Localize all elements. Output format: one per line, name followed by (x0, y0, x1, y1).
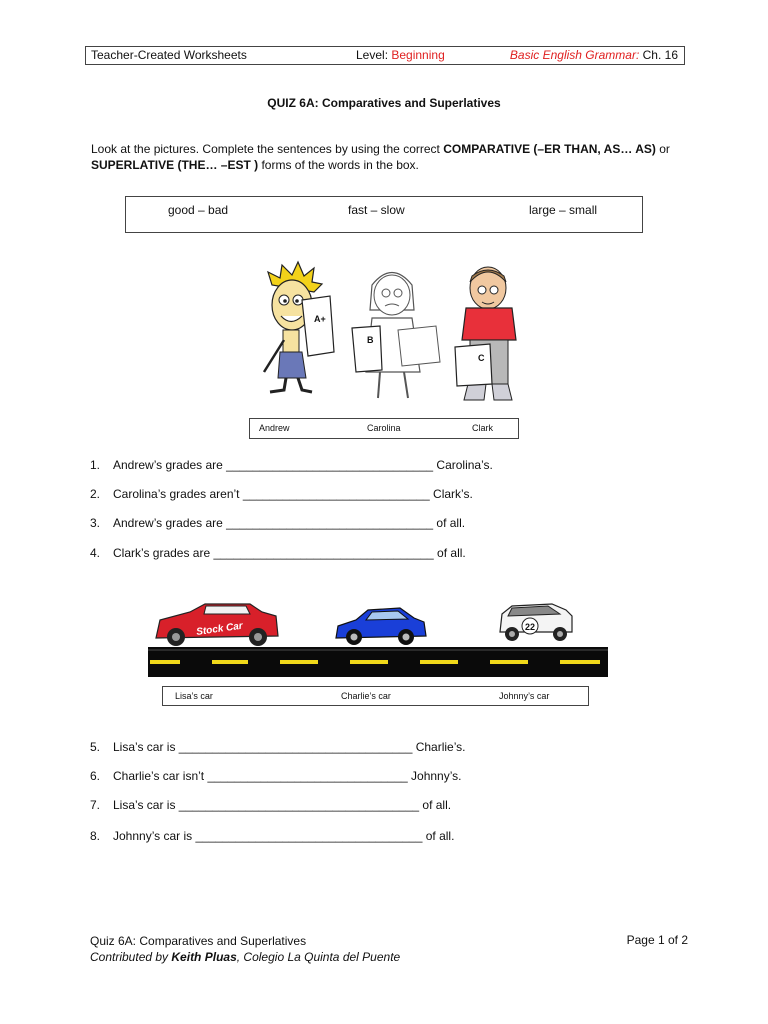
author-name: Keith Pluas (171, 950, 237, 964)
page-number: Page 1 of 2 (626, 933, 688, 947)
car-name-johnny: Johnny’s car (499, 691, 550, 701)
superlative-note: SUPERLATIVE (THE… –EST ) (91, 158, 259, 172)
comparative-note: COMPARATIVE (–ER THAN, AS… AS) (443, 142, 656, 156)
question-3: 3. Andrew’s grades are _______________________________ of all. (90, 516, 466, 530)
question-8: 8. Johnny’s car is __________________________________ of all. (90, 829, 455, 843)
student-name-andrew: Andrew (259, 423, 290, 433)
footer-credits (90, 933, 400, 965)
question-5: 5. Lisa’s car is ___________________________________ Charlie’s. (90, 740, 466, 754)
question-6: 6. Charlie’s car isn’t ______________________________ Johnny’s. (90, 769, 462, 783)
book-title: Basic English Grammar: (509, 48, 640, 62)
instructions: Look at the pictures. Complete the sentences by using the correct COMPARATIVE (–ER THAN, AS… AS) or SUPERLATIVE (THE… –EST ) forms of the words in the box. (91, 142, 670, 172)
race-car-text: Stock Car (195, 620, 244, 638)
johnny-mini-car (500, 604, 572, 641)
mini-car-number: 22 (524, 622, 536, 632)
level-value: Beginning (391, 48, 445, 62)
question-7: 7. Lisa’s car is ____________________________________ of all. (90, 798, 452, 812)
header-level: Level: Beginning (356, 48, 445, 62)
word-pair-3: large – small (529, 203, 598, 217)
charlie-blue-car (336, 608, 426, 645)
word-pair-1: good – bad (168, 203, 229, 217)
car-name-charlie: Charlie’s car (341, 691, 391, 701)
chapter: Ch. 16 (639, 48, 678, 62)
question-1: 1. Andrew’s grades are _______________________________ Carolina’s. (90, 458, 493, 472)
student-name-clark: Clark (472, 423, 494, 433)
footer-contributor: Contributed by Keith Pluas, Colegio La Quinta del Puente (90, 950, 401, 964)
word-pair-2: fast – slow (348, 203, 405, 217)
road (148, 647, 608, 677)
quiz-title: QUIZ 6A: Comparatives and Superlatives (267, 96, 501, 110)
cars-label-box (162, 686, 589, 706)
header-source: Teacher-Created Worksheets (91, 48, 247, 62)
question-2: 2. Carolina’s grades aren’t ____________________________ Clark’s. (90, 487, 473, 501)
car-name-lisa: Lisa’s car (175, 691, 213, 701)
clark-paper-mark: C (478, 353, 485, 363)
footer-quiz-title: Quiz 6A: Comparatives and Superlatives (90, 934, 307, 948)
student-name-carolina: Carolina (367, 423, 401, 433)
question-4: 4. Clark’s grades are _________________________________ of all. (90, 546, 466, 560)
carolina-paper-mark: B (367, 335, 374, 345)
andrew-paper-mark: A+ (314, 314, 326, 324)
